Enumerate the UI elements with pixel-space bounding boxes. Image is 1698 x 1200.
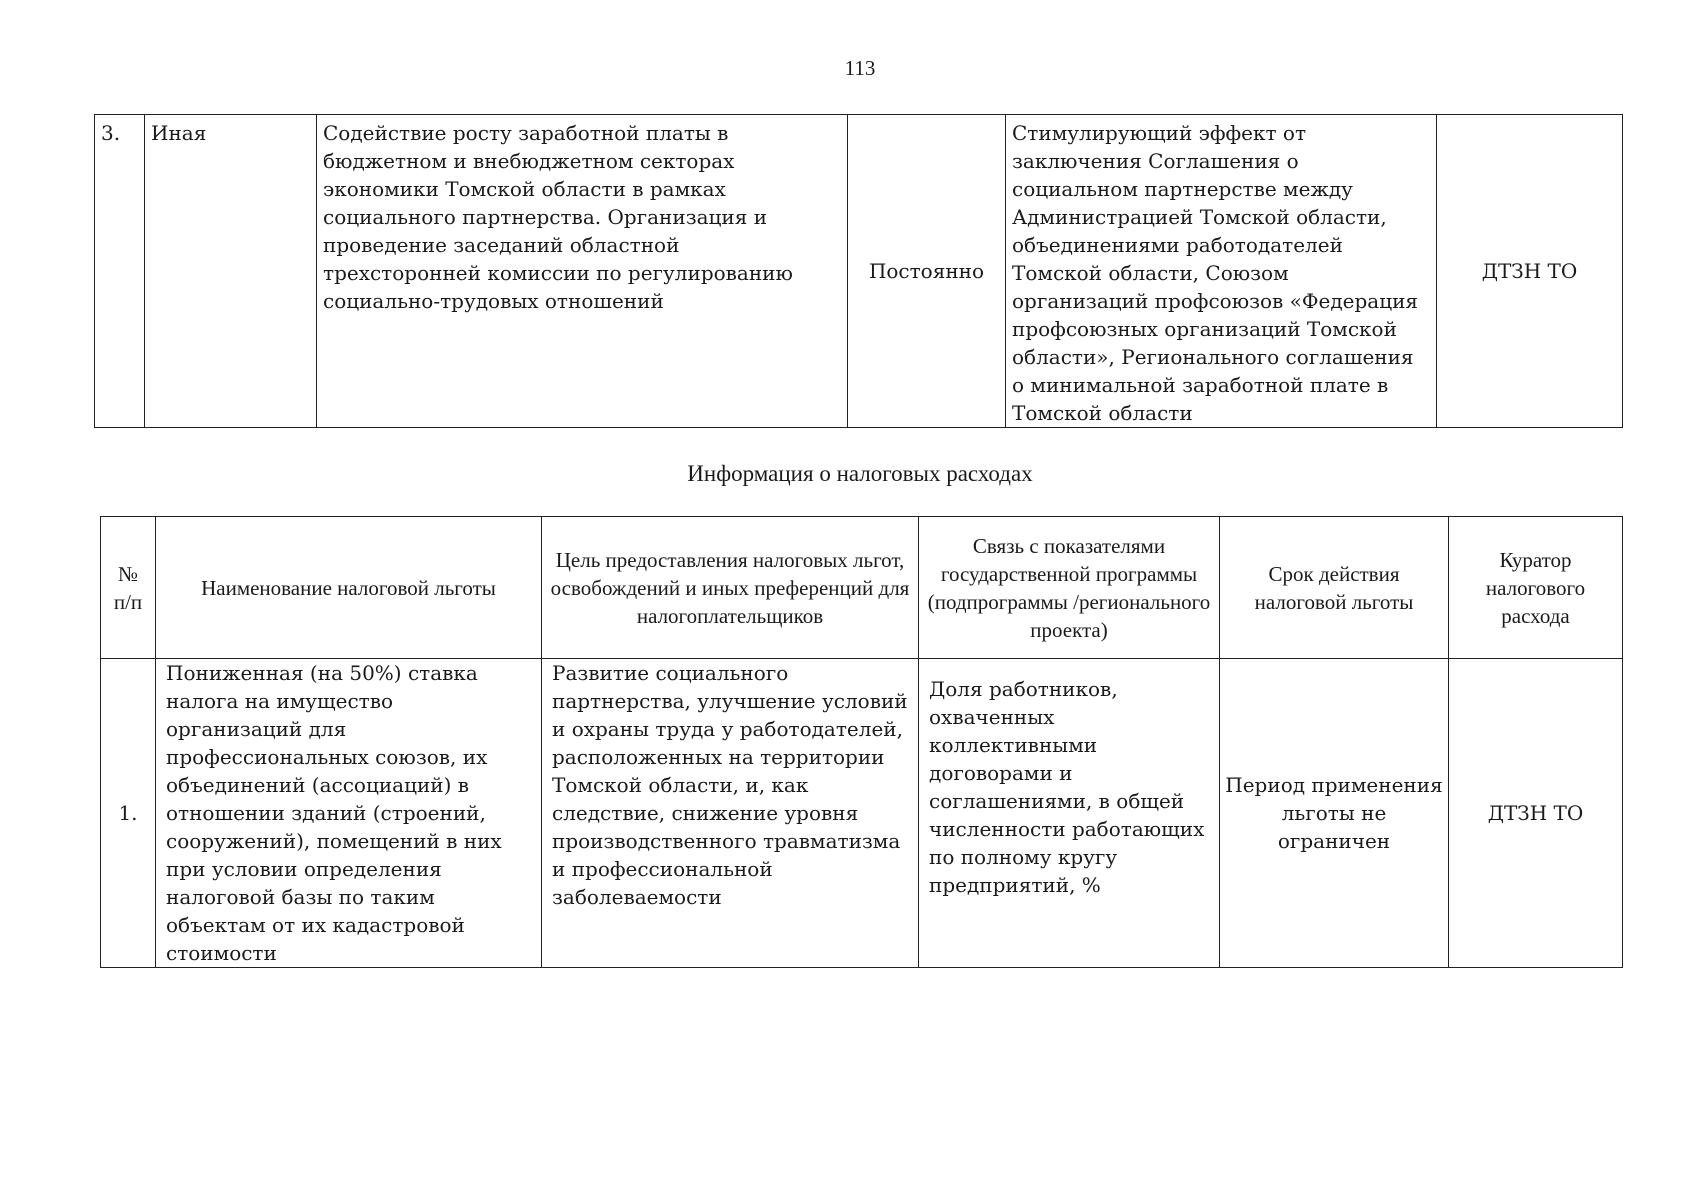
header-goal: Цель предоставления налоговых льгот, освобождений и иных преференций для налогоплательщиков <box>542 517 919 659</box>
measure-type: Иная <box>145 115 317 428</box>
benefit-term: Период применения льготы не ограничен <box>1220 659 1449 968</box>
benefit-goal: Развитие социального партнерства, улучшение условий и охраны труда у работодателей, расположенных на территории Томской области, и, как следствие, снижение уровня производственного травматизма и профессиональной заболеваемости <box>542 659 919 968</box>
header-name: Наименование налоговой льготы <box>156 517 542 659</box>
benefit-name: Пониженная (на 50%) ставка налога на имущество организаций для профессиональных союзов, их объединений (ассоциаций) в отношении зданий (строений, сооружений), помещений в них при условии определения налоговой базы по таким объектам от их кадастровой стоимости <box>156 659 542 968</box>
measure-description: Содействие росту заработной платы в бюджетном и внебюджетном секторах экономики Томской области в рамках социального партнерства. Организация и проведение заседаний областной трехсторонней комиссии по регулированию социально-трудовых отношений <box>317 115 848 428</box>
measure-effect: Стимулирующий эффект от заключения Соглашения о социальном партнерстве между Администрацией Томской области, объединениями работодателей Томской области, Союзом организаций профсоюзов «Федерация профсоюзных организаций Томской области», Регионального соглашения о минимальной заработной плате в Томской области <box>1006 115 1437 428</box>
header-curator: Куратор налогового расхода <box>1449 517 1623 659</box>
measures-table <box>94 114 1623 428</box>
measure-term: Постоянно <box>848 115 1006 428</box>
benefit-number: 1. <box>101 659 156 968</box>
table-header-row <box>101 517 1623 659</box>
row-number: 3. <box>95 115 145 428</box>
measure-executor: ДТЗН ТО <box>1437 115 1623 428</box>
benefit-indicator-link: Доля работников, охваченных коллективными договорами и соглашениями, в общей численности работающих по полному кругу предприятий, % <box>919 659 1220 968</box>
section-title: Информация о налоговых расходах <box>687 461 1033 486</box>
header-term: Срок действия налоговой льготы <box>1220 517 1449 659</box>
header-number: № п/п <box>101 517 156 659</box>
page-number: 113 <box>844 56 876 80</box>
benefit-curator: ДТЗН ТО <box>1449 659 1623 968</box>
header-link: Связь с показателями государственной программы (подпрограммы /регионального проекта) <box>919 517 1220 659</box>
table-row <box>101 659 1623 968</box>
tax-expenses-table <box>100 516 1623 968</box>
table-row <box>95 115 1623 428</box>
